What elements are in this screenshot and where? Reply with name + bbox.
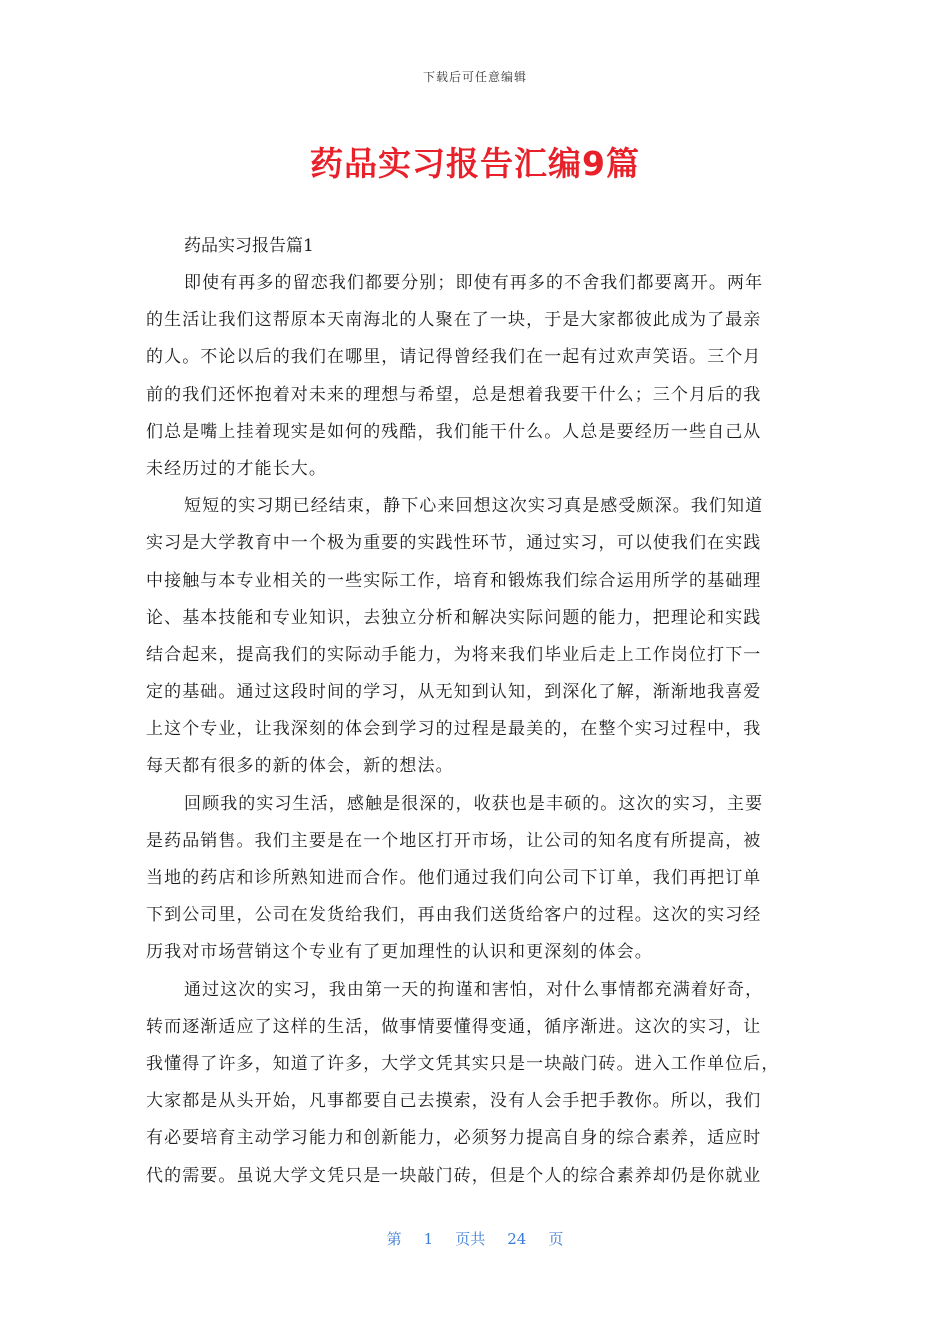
paragraph-1 <box>146 265 806 488</box>
text-line: 历我对市场营销这个专业有了更加理性的认识和更深刻的体会。 <box>146 942 653 963</box>
text-line: 大家都是从头开始，凡事都要自己去摸索，没有人会手把手教你。所以，我们 <box>146 1091 762 1112</box>
text-line: 前的我们还怀抱着对未来的理想与希望，总是想着我要干什么；三个月后的我 <box>146 384 762 405</box>
footer-label-of: 页共 <box>455 1230 486 1248</box>
paragraph-2 <box>146 488 806 786</box>
text-line: 中接触与本专业相关的一些实际工作，培育和锻炼我们综合运用所学的基础理 <box>146 570 762 591</box>
text-line: 代的需要。虽说大学文凭只是一块敲门砖，但是个人的综合素养却仍是你就业 <box>146 1165 762 1186</box>
footer-label-end: 页 <box>548 1230 564 1248</box>
text-line: 上这个专业，让我深刻的体会到学习的过程是最美的，在整个实习过程中，我 <box>146 719 762 740</box>
text-line: 当地的药店和诊所熟知进而合作。他们通过我们向公司下订单，我们再把订单 <box>146 868 762 888</box>
footer-label-page: 第 <box>386 1230 402 1248</box>
text-line: 我懂得了许多，知道了许多，大学文凭其实只是一块敲门砖。进入工作单位后， <box>146 1053 780 1074</box>
footer-current-page: 1 <box>423 1230 434 1248</box>
text-line: 回顾我的实习生活，感触是很深的，收获也是丰硕的。这次的实习，主要 <box>184 793 764 814</box>
text-line: 的人。不论以后的我们在哪里，请记得曾经我们在一起有过欢声笑语。三个月 <box>146 347 762 368</box>
text-line: 们总是嘴上挂着现实是如何的残酷，我们能干什么。人总是要经历一些自己从 <box>146 421 762 442</box>
text-line: 通过这次的实习，我由第一天的拘谨和害怕，对什么事情都充满着好奇， <box>184 979 764 1000</box>
text-line: 定的基础。通过这段时间的学习，从无知到认知，到深化了解，渐渐地我喜爱 <box>146 682 762 703</box>
text-line: 结合起来，提高我们的实际动手能力，为将来我们毕业后走上工作岗位打下一 <box>146 644 762 665</box>
text-line: 下到公司里，公司在发货给我们，再由我们送货给客户的过程。这次的实习经 <box>146 905 762 926</box>
document-body <box>146 228 806 1195</box>
text-line: 是药品销售。我们主要是在一个地区打开市场，让公司的知名度有所提高，被 <box>146 830 762 851</box>
section-heading: 药品实习报告篇1 <box>184 236 314 256</box>
page-footer <box>0 1228 950 1249</box>
header-note: 下载后可任意编辑 <box>422 70 527 84</box>
text-line: 的生活让我们这帮原本天南海北的人聚在了一块，于是大家都彼此成为了最亲 <box>146 310 762 331</box>
paragraph-4 <box>146 972 806 1195</box>
text-line: 转而逐渐适应了这样的生活，做事情要懂得变通，循序渐进。这次的实习，让 <box>146 1016 762 1037</box>
text-line: 未经历过的才能长大。 <box>146 458 327 479</box>
text-line: 每天都有很多的新的体会，新的想法。 <box>146 756 454 777</box>
text-line: 实习是大学教育中一个极为重要的实践性环节，通过实习，可以使我们在实践 <box>146 533 762 554</box>
text-line: 论、基本技能和专业知识，去独立分析和解决实际问题的能力，把理论和实践 <box>146 607 762 628</box>
text-line: 即使有再多的留恋我们都要分别；即使有再多的不舍我们都要离开。两年 <box>184 273 764 293</box>
paragraph-3 <box>146 786 806 972</box>
document-title: 药品实习报告汇编9篇 <box>310 144 640 183</box>
text-line: 短短的实习期已经结束，静下心来回想这次实习真是感受颇深。我们知道 <box>184 496 764 517</box>
footer-total-pages: 24 <box>507 1230 527 1248</box>
text-line: 有必要培育主动学习能力和创新能力，必须努力提高自身的综合素养，适应时 <box>146 1128 762 1149</box>
